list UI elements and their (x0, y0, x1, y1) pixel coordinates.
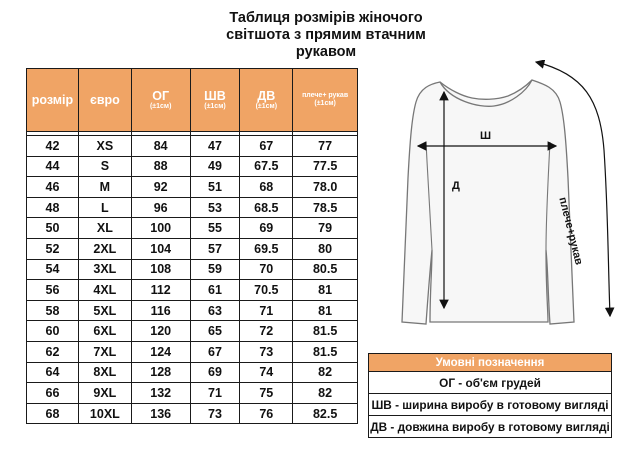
cell-sleeve: 81 (293, 280, 358, 301)
table-row (27, 218, 358, 239)
header-size: розмір (27, 69, 79, 132)
cell-sleeve: 77 (293, 136, 358, 157)
cell-sleeve: 82 (293, 383, 358, 404)
cell-euro: 6XL (78, 321, 131, 342)
cell-width: 51 (190, 177, 240, 198)
cell-euro: 2XL (78, 238, 131, 259)
cell-sleeve: 81.5 (293, 341, 358, 362)
cell-width: 71 (190, 383, 240, 404)
size-table-body (27, 132, 358, 424)
cell-length: 69.5 (240, 238, 293, 259)
cell-size: 54 (27, 259, 79, 280)
cell-chest: 92 (131, 177, 190, 198)
cell-size: 56 (27, 280, 79, 301)
cell-size: 50 (27, 218, 79, 239)
table-row (27, 383, 358, 404)
cell-length: 76 (240, 403, 293, 424)
cell-length: 68.5 (240, 197, 293, 218)
cell-euro: 8XL (78, 362, 131, 383)
table-row (27, 197, 358, 218)
cell-size: 60 (27, 321, 79, 342)
cell-euro: XS (78, 136, 131, 157)
cell-chest: 100 (131, 218, 190, 239)
length-label: Д (452, 180, 460, 192)
cell-euro: L (78, 197, 131, 218)
cell-length: 67 (240, 136, 293, 157)
header-width: ШВ (±1см) (190, 69, 240, 132)
cell-width: 53 (190, 197, 240, 218)
header-sleeve: плече+ рукав (±1см) (293, 69, 358, 132)
title-line-2: світшота з прямим втачним (226, 27, 426, 43)
cell-length: 74 (240, 362, 293, 383)
cell-chest: 88 (131, 156, 190, 177)
cell-sleeve: 81.5 (293, 321, 358, 342)
cell-sleeve: 81 (293, 300, 358, 321)
cell-length: 75 (240, 383, 293, 404)
cell-length: 71 (240, 300, 293, 321)
table-row (27, 177, 358, 198)
cell-width: 47 (190, 136, 240, 157)
cell-size: 44 (27, 156, 79, 177)
cell-size: 42 (27, 136, 79, 157)
cell-width: 55 (190, 218, 240, 239)
table-row (27, 156, 358, 177)
sweatshirt-outline-icon (378, 60, 640, 340)
cell-width: 59 (190, 259, 240, 280)
cell-chest: 116 (131, 300, 190, 321)
cell-width: 49 (190, 156, 240, 177)
cell-width: 73 (190, 403, 240, 424)
cell-chest: 108 (131, 259, 190, 280)
cell-sleeve: 78.0 (293, 177, 358, 198)
legend-table (368, 353, 612, 438)
cell-euro: 5XL (78, 300, 131, 321)
cell-chest: 128 (131, 362, 190, 383)
table-row (27, 238, 358, 259)
cell-euro: 7XL (78, 341, 131, 362)
table-row (27, 403, 358, 424)
cell-size: 62 (27, 341, 79, 362)
cell-euro: 4XL (78, 280, 131, 301)
cell-length: 73 (240, 341, 293, 362)
cell-chest: 136 (131, 403, 190, 424)
cell-size: 68 (27, 403, 79, 424)
table-row (27, 259, 358, 280)
cell-sleeve: 78.5 (293, 197, 358, 218)
table-row (27, 362, 358, 383)
header-chest: ОГ (±1см) (131, 69, 190, 132)
header-length: ДВ (±1см) (240, 69, 293, 132)
sweatshirt-body-shape (402, 80, 574, 324)
title-line-1: Таблиця розмірів жіночого (229, 10, 423, 26)
cell-size: 52 (27, 238, 79, 259)
cell-width: 57 (190, 238, 240, 259)
table-row (27, 300, 358, 321)
cell-size: 64 (27, 362, 79, 383)
sleeve-label: плече+рукав (556, 196, 585, 267)
table-row (27, 136, 358, 157)
cell-chest: 124 (131, 341, 190, 362)
title-line-3: рукавом (295, 44, 357, 60)
cell-sleeve: 82.5 (293, 403, 358, 424)
header-euro: євро (78, 69, 131, 132)
cell-euro: M (78, 177, 131, 198)
cell-euro: S (78, 156, 131, 177)
size-table (26, 68, 358, 424)
cell-euro: 9XL (78, 383, 131, 404)
table-row (27, 280, 358, 301)
cell-chest: 96 (131, 197, 190, 218)
cell-chest: 104 (131, 238, 190, 259)
cell-length: 70.5 (240, 280, 293, 301)
cell-length: 72 (240, 321, 293, 342)
cell-size: 58 (27, 300, 79, 321)
cell-chest: 112 (131, 280, 190, 301)
cell-size: 46 (27, 177, 79, 198)
table-row (27, 341, 358, 362)
cell-sleeve: 82 (293, 362, 358, 383)
cell-euro: XL (78, 218, 131, 239)
cell-sleeve: 79 (293, 218, 358, 239)
cell-euro: 3XL (78, 259, 131, 280)
cell-length: 67.5 (240, 156, 293, 177)
cell-width: 69 (190, 362, 240, 383)
cell-length: 70 (240, 259, 293, 280)
cell-sleeve: 77.5 (293, 156, 358, 177)
legend-item-chest: ОГ - об'єм грудей (369, 372, 612, 394)
legend-item-length: ДВ - довжина виробу в готовому вигляді (369, 416, 612, 438)
cell-chest: 84 (131, 136, 190, 157)
cell-width: 63 (190, 300, 240, 321)
cell-euro: 10XL (78, 403, 131, 424)
size-table-header (27, 69, 358, 132)
cell-width: 61 (190, 280, 240, 301)
table-row (27, 321, 358, 342)
legend-item-width: ШВ - ширина виробу в готовому вигляді (369, 394, 612, 416)
page-title (196, 10, 456, 61)
cell-chest: 132 (131, 383, 190, 404)
cell-width: 67 (190, 341, 240, 362)
legend-title: Умовні позначення (369, 354, 612, 372)
cell-sleeve: 80 (293, 238, 358, 259)
cell-size: 66 (27, 383, 79, 404)
cell-size: 48 (27, 197, 79, 218)
cell-chest: 120 (131, 321, 190, 342)
garment-figure (378, 60, 640, 340)
width-label: Ш (480, 130, 492, 142)
cell-length: 68 (240, 177, 293, 198)
cell-sleeve: 80.5 (293, 259, 358, 280)
cell-length: 69 (240, 218, 293, 239)
cell-width: 65 (190, 321, 240, 342)
